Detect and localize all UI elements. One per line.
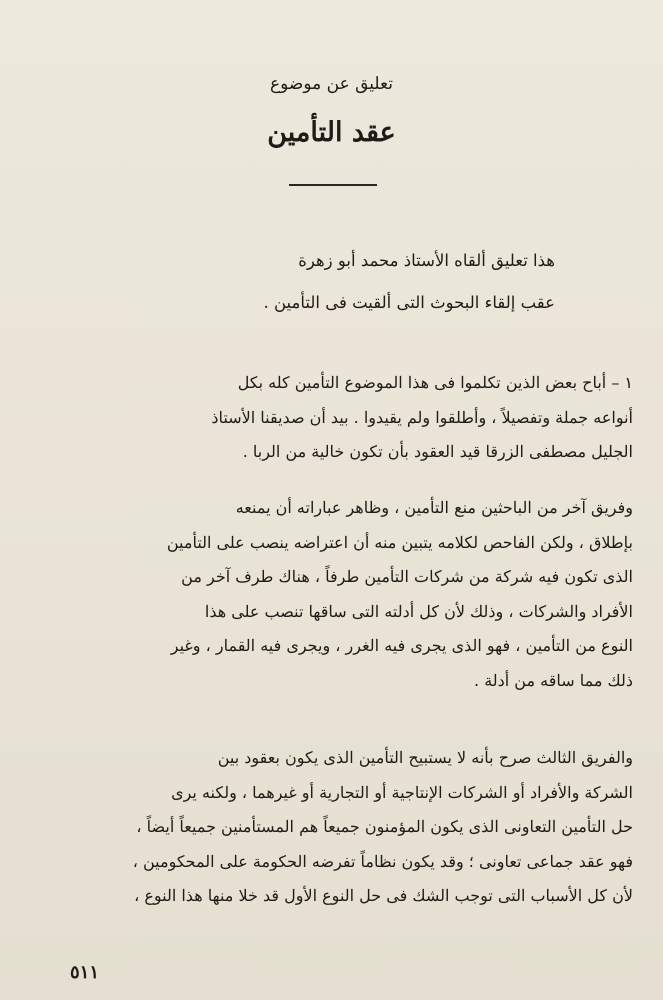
text-line: فهو عقد جماعى تعاونى ؛ وقد يكون نظاماً تفرضه الحكومة على المحكومين ، bbox=[132, 851, 633, 871]
text-line: الأفراد والشركات ، وذلك لأن كل أدلته التى ساقها تنصب على هذا bbox=[204, 601, 633, 621]
text-line: الشركة والأفراد أو الشركات الإنتاجية أو التجارية أو غيرهما ، ولكنه يرى bbox=[171, 782, 633, 802]
text-line: وفريق آخر من الباحثين منع التأمين ، وظاهر عباراته أن يمنعه bbox=[235, 498, 633, 517]
intro-note bbox=[75, 240, 555, 324]
text-line: أنواعه جملة وتفصيلاً ، وأطلقوا ولم يقيدوا . بيد أن صديقنا الأستاذ bbox=[211, 407, 633, 427]
text-line: بإطلاق ، ولكن الفاحص لكلامه يتبين منه أن اعتراضه ينصب على التأمين bbox=[166, 532, 633, 552]
text-line: الجليل مصطفى الزرقا قيد العقود بأن تكون خالية من الربا . bbox=[242, 442, 633, 461]
text-line: ١ – أباح بعض الذين تكلموا فى هذا الموضوع التأمين كله بكل bbox=[237, 373, 633, 392]
text-line: لأن كل الأسباب التى توجب الشك فى حل النوع الأول قد خلا منها هذا النوع ، bbox=[134, 886, 633, 905]
text-line: ذلك مما ساقه من أدلة . bbox=[474, 670, 633, 690]
intro-line: هذا تعليق ألقاه الأستاذ محمد أبو زهرة bbox=[298, 251, 555, 270]
paragraph-1 bbox=[30, 366, 633, 470]
paragraph-3 bbox=[30, 741, 633, 914]
text-line: الذى تكون فيه شركة من شركات التأمين طرفاً ، هناك طرف آخر من bbox=[181, 567, 633, 586]
chapter-kicker: تعليق عن موضوع bbox=[269, 74, 393, 94]
text-line: النوع من التأمين ، فهو الذى يجرى فيه الغرر ، ويجرى فيه القمار ، وغير bbox=[170, 636, 633, 655]
text-line: حل التأمين التعاونى الذى يكون المؤمنون جميعاً هم المستأمنين جميعاً أيضاً ، bbox=[136, 817, 633, 836]
intro-line: عقب إلقاء البحوث التى ألقيت فى التأمين . bbox=[263, 293, 555, 312]
text-line: والفريق الثالث صرح بأنه لا يستبيح التأمين الذى يكون بعقود بين bbox=[217, 748, 633, 767]
chapter-title: عقد التأمين bbox=[267, 117, 396, 148]
paragraph-2 bbox=[30, 491, 633, 698]
title-divider bbox=[289, 184, 377, 186]
page-number: ٥١١ bbox=[70, 962, 100, 983]
